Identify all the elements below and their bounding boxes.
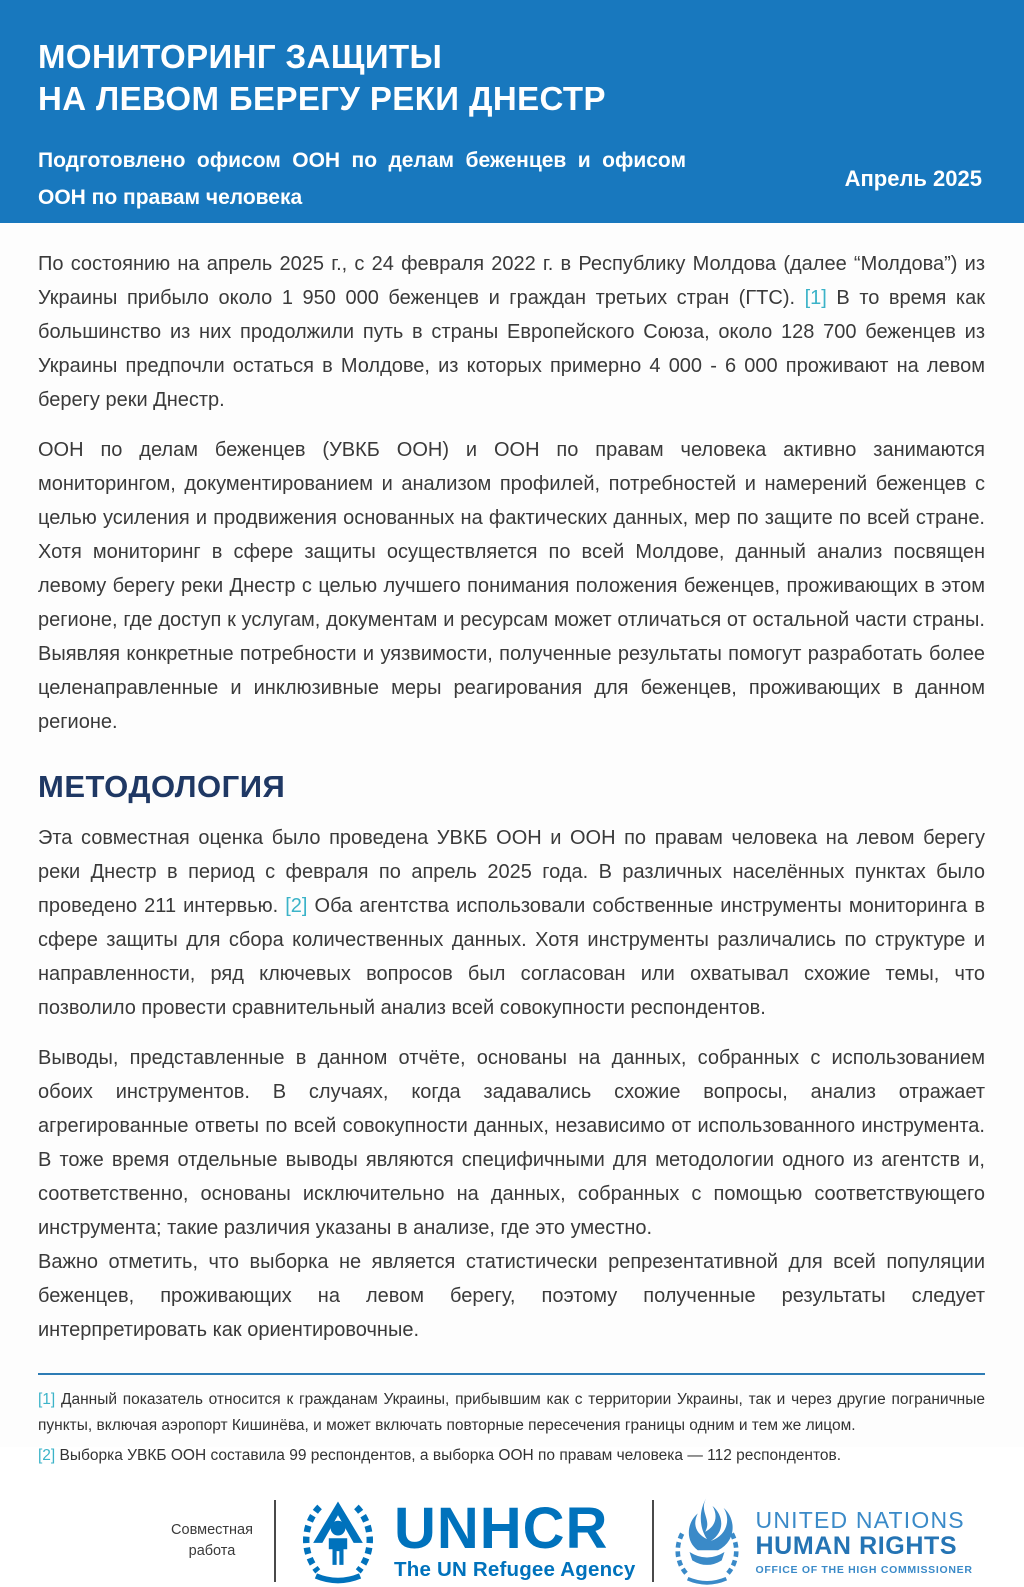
footnote-1-marker[interactable]: [1]: [38, 1391, 56, 1408]
report-date: Апрель 2025: [844, 166, 982, 191]
human-rights-label: HUMAN RIGHTS: [755, 1531, 958, 1560]
page-title: [38, 36, 986, 120]
intro-p1-text-post: В то время как большинство из них продолжили путь в страны Европейского Союза, около 128 700 беженцев из Украины предпочли остаться в Молдове, из которых примерно 4 000 - 6 000 проживают на левом берегу реки Днестр.: [38, 287, 985, 411]
section-heading-methodology: МЕТОДОЛОГИЯ: [38, 769, 286, 804]
header-banner: [0, 0, 1024, 223]
footnote-1: [38, 1387, 985, 1439]
unhcr-wordmark-block: [394, 1495, 636, 1582]
intro-paragraph-1: [38, 247, 985, 417]
footer-logos: [38, 1495, 985, 1587]
high-commissioner-label: OFFICE OF THE HIGH COMMISSIONER: [755, 1563, 973, 1576]
un-human-rights-text-block: [756, 1507, 973, 1576]
unhcr-tagline: The UN Refugee Agency: [394, 1557, 636, 1581]
prepared-by-text: Подготовлено офисом ООН по делам беженцев и офисом ООН по правам человека: [38, 149, 686, 209]
methodology-p1-text-post: Оба агентства использовали собственные инструменты мониторинга в сфере защиты для сбора количественных данных. Хотя инструменты различались по структуре и направленности, ряд ключевых вопросов был согласован или охватывал схожие темы, что позволило провести сравнительный анализ всей совокупности респондентов.: [38, 895, 985, 1019]
united-nations-label: UNITED NATIONS: [755, 1506, 965, 1533]
joint-work-label: [166, 1520, 258, 1562]
footnotes-section: [38, 1387, 985, 1469]
footer-divider-1: [274, 1500, 276, 1582]
intro-paragraph-2: ООН по делам беженцев (УВКБ ООН) и ООН по правам человека активно занимаются мониторингом, документированием и анализом профилей, потребностей и намерений беженцев с целью усиления и продвижения основанных на фактических данных, мер по защите по всей стране. Хотя мониторинг в сфере защиты осуществляется по всей Молдове, данный анализ посвящен левому берегу реки Днестр с целью лучшего понимания положения беженцев, проживающих в этом регионе, где доступ к услугам, документам и ресурсам может отличаться от остальной части страны. Выявляя конкретные потребности и уязвимости, полученные результаты помогут разработать более целенаправленные и инклюзивные меры реагирования для беженцев, проживающих в данном регионе.: [38, 439, 985, 733]
footnote-2-text: Выборка УВКБ ООН составила 99 респондентов, а выборка ООН по правам человека — 112 респондентов.: [55, 1447, 842, 1464]
title-line-1: МОНИТОРИНГ ЗАЩИТЫ: [38, 38, 443, 75]
methodology-paragraph-3: Важно отметить, что выборка не является статистически репрезентативной для всей популяции беженцев, проживающих на левом берегу, поэтому полученные результаты следует интерпретировать как ориентировочные.: [38, 1251, 985, 1341]
document-body: [0, 247, 1024, 1587]
intro-p1-text-pre: По состоянию на апрель 2025 г., с 24 февраля 2022 г. в Республику Молдова (далее “Молдова”) из Украины прибыло около 1 950 000 беженцев и граждан третьих стран (ГТС).: [38, 253, 985, 309]
human-rights-flame-icon: [670, 1495, 744, 1587]
header-subrow: [38, 142, 986, 216]
un-human-rights-logo: [670, 1495, 973, 1587]
footer-divider-2: [652, 1500, 654, 1582]
footnote-2: [38, 1443, 985, 1469]
unhcr-wordmark: UNHCR: [394, 1495, 609, 1561]
joint-work-label-line2: работа: [188, 1543, 236, 1559]
footnote-2-marker[interactable]: [2]: [38, 1447, 56, 1464]
footnote-ref-2-link[interactable]: [2]: [285, 895, 308, 917]
footnote-ref-1-link[interactable]: [1]: [804, 287, 827, 309]
unhcr-emblem-icon: [292, 1495, 384, 1587]
title-line-2: НА ЛЕВОМ БЕРЕГУ РЕКИ ДНЕСТР: [38, 80, 606, 117]
methodology-paragraph-1: [38, 821, 985, 1025]
methodology-paragraph-2: Выводы, представленные в данном отчёте, основаны на данных, собранных с использованием обоих инструментов. В случаях, когда задавались схожие вопросы, анализ отражает агрегированные ответы по всей совокупности данных, независимо от использованного инструмента. В тоже время отдельные выводы являются специфичными для методологии одного из агентств и, соответственно, основаны исключительно на данных, собранных с помощью соответствующего инструмента; такие различия указаны в анализе, где это уместно.: [38, 1047, 985, 1239]
unhcr-logo: [292, 1495, 636, 1587]
footnote-divider: [38, 1373, 985, 1375]
joint-work-label-line1: Совместная: [171, 1522, 253, 1538]
footnote-1-text: Данный показатель относится к гражданам Украины, прибывшим как с территории Украины, так и через другие пограничные пункты, включая аэропорт Кишинёва, и может включать повторные пересечения границы одним и тем же лицом.: [38, 1391, 985, 1434]
methodology-p1-text-pre: Эта совместная оценка было проведена УВКБ ООН и ООН по правам человека на левом берегу реки Днестр в период с февраля по апрель 2025 года. В различных населённых пунктах было проведено 211 интервью.: [38, 827, 985, 917]
